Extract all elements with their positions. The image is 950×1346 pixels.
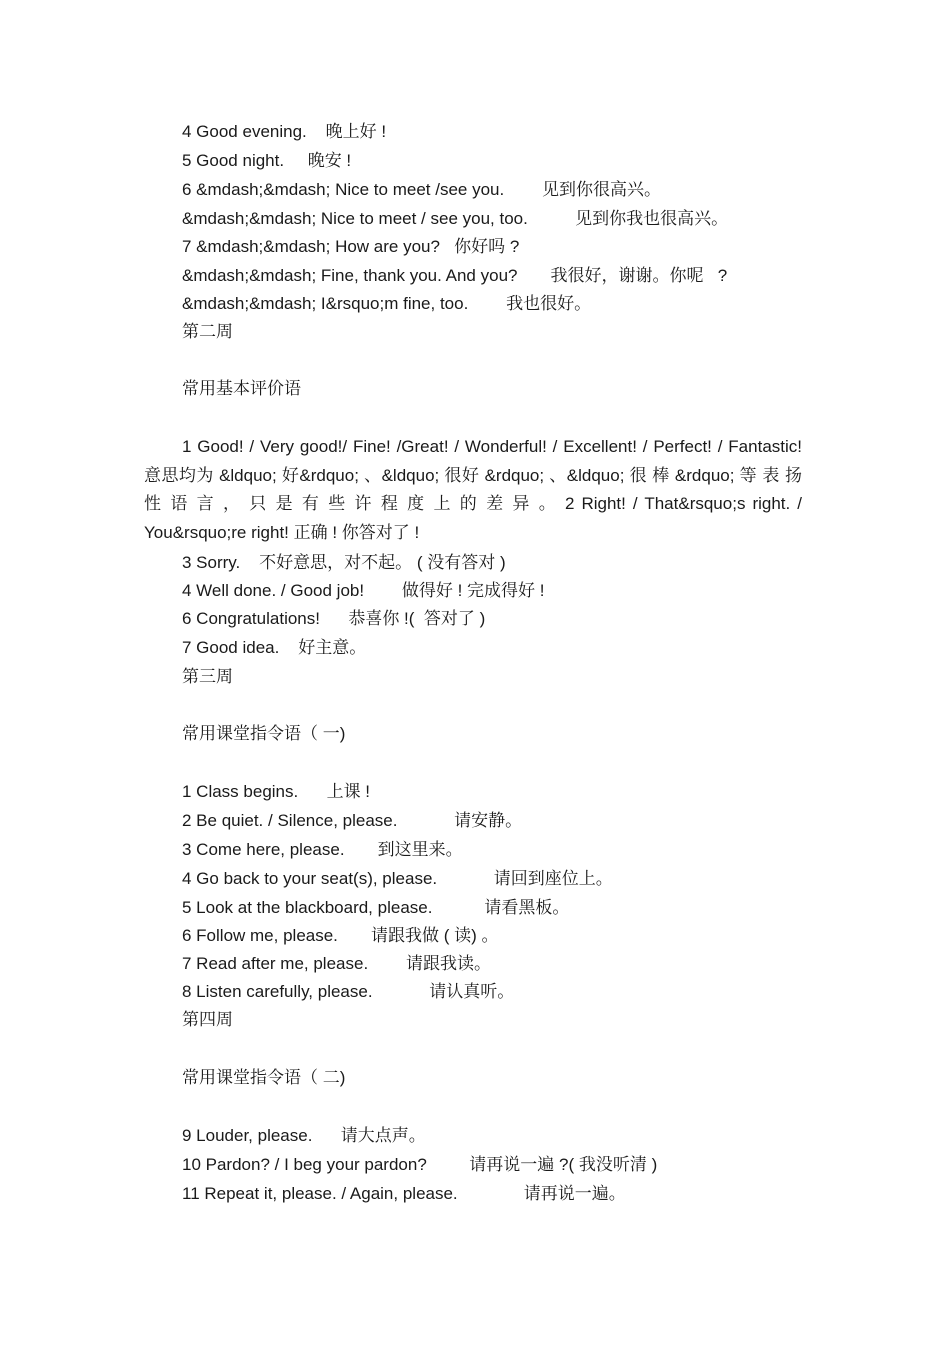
text-line: 7 Good idea. 好主意。: [182, 638, 367, 657]
text-line: 1 Class begins. 上课 !: [182, 782, 371, 801]
text-line: 10 Pardon? / I beg your pardon? 请再说一遍 ?( 我没听清 ): [182, 1155, 658, 1174]
text-line: &mdash;&mdash; I&rsquo;m fine, too. 我也很好。: [182, 294, 592, 313]
text-line: &mdash;&mdash; Nice to meet / see you, too. 见到你我也很高兴。: [182, 209, 729, 228]
text-line: 5 Good night. 晚安 !: [182, 151, 352, 170]
section-title-instructions-2: 常用课堂指令语（ 二): [182, 1068, 346, 1087]
text-line: 5 Look at the blackboard, please. 请看黑板。: [182, 898, 570, 917]
text-line: 4 Go back to your seat(s), please. 请回到座位上。: [182, 869, 613, 888]
evaluation-paragraph: [144, 433, 802, 548]
paragraph-text: 1 Good! / Very good!/ Fine! /Great! / Wonderful! / Excellent! / Perfect! / Fantastic! 意思均为 &ldquo; 好&rdquo; 、&ldquo; 很好 &rdquo; 、&ldquo; 很 棒 &rdquo; 等 表 扬 性 语 言 ， 只 是 有 些 许 程 度 上 的 差 异 。 2 Right! / That&rsquo;s right. / You&rsquo;re right! 正确 ! 你答对了 !: [144, 437, 802, 543]
section-heading-week2: 第二周: [182, 322, 233, 341]
section-title-instructions-1: 常用课堂指令语（ 一): [182, 724, 346, 743]
text-line: 3 Come here, please. 到这里来。: [182, 840, 463, 859]
text-line: 9 Louder, please. 请大点声。: [182, 1126, 426, 1145]
text-line: 11 Repeat it, please. / Again, please. 请再说一遍。: [182, 1184, 626, 1203]
text-line: &mdash;&mdash; Fine, thank you. And you? 我很好，谢谢。你呢 ?: [182, 266, 728, 285]
text-line: 8 Listen carefully, please. 请认真听。: [182, 982, 515, 1001]
text-line: 4 Good evening. 晚上好 !: [182, 122, 387, 141]
text-line: 6 Congratulations! 恭喜你 !( 答对了 ): [182, 609, 486, 628]
text-line: 7 Read after me, please. 请跟我读。: [182, 954, 491, 973]
text-line: 2 Be quiet. / Silence, please. 请安静。: [182, 811, 523, 830]
text-line: 6 Follow me, please. 请跟我做 ( 读) 。: [182, 926, 499, 945]
text-line: 6 &mdash;&mdash; Nice to meet /see you. 见到你很高兴。: [182, 180, 661, 199]
section-heading-week3: 第三周: [182, 667, 233, 686]
section-title-evaluation: 常用基本评价语: [182, 379, 301, 398]
section-heading-week4: 第四周: [182, 1010, 233, 1029]
text-line: 4 Well done. / Good job! 做得好 ! 完成得好 !: [182, 581, 545, 600]
text-line: 3 Sorry. 不好意思，对不起。 ( 没有答对 ): [182, 553, 506, 572]
text-line: 7 &mdash;&mdash; How are you? 你好吗 ?: [182, 237, 520, 256]
